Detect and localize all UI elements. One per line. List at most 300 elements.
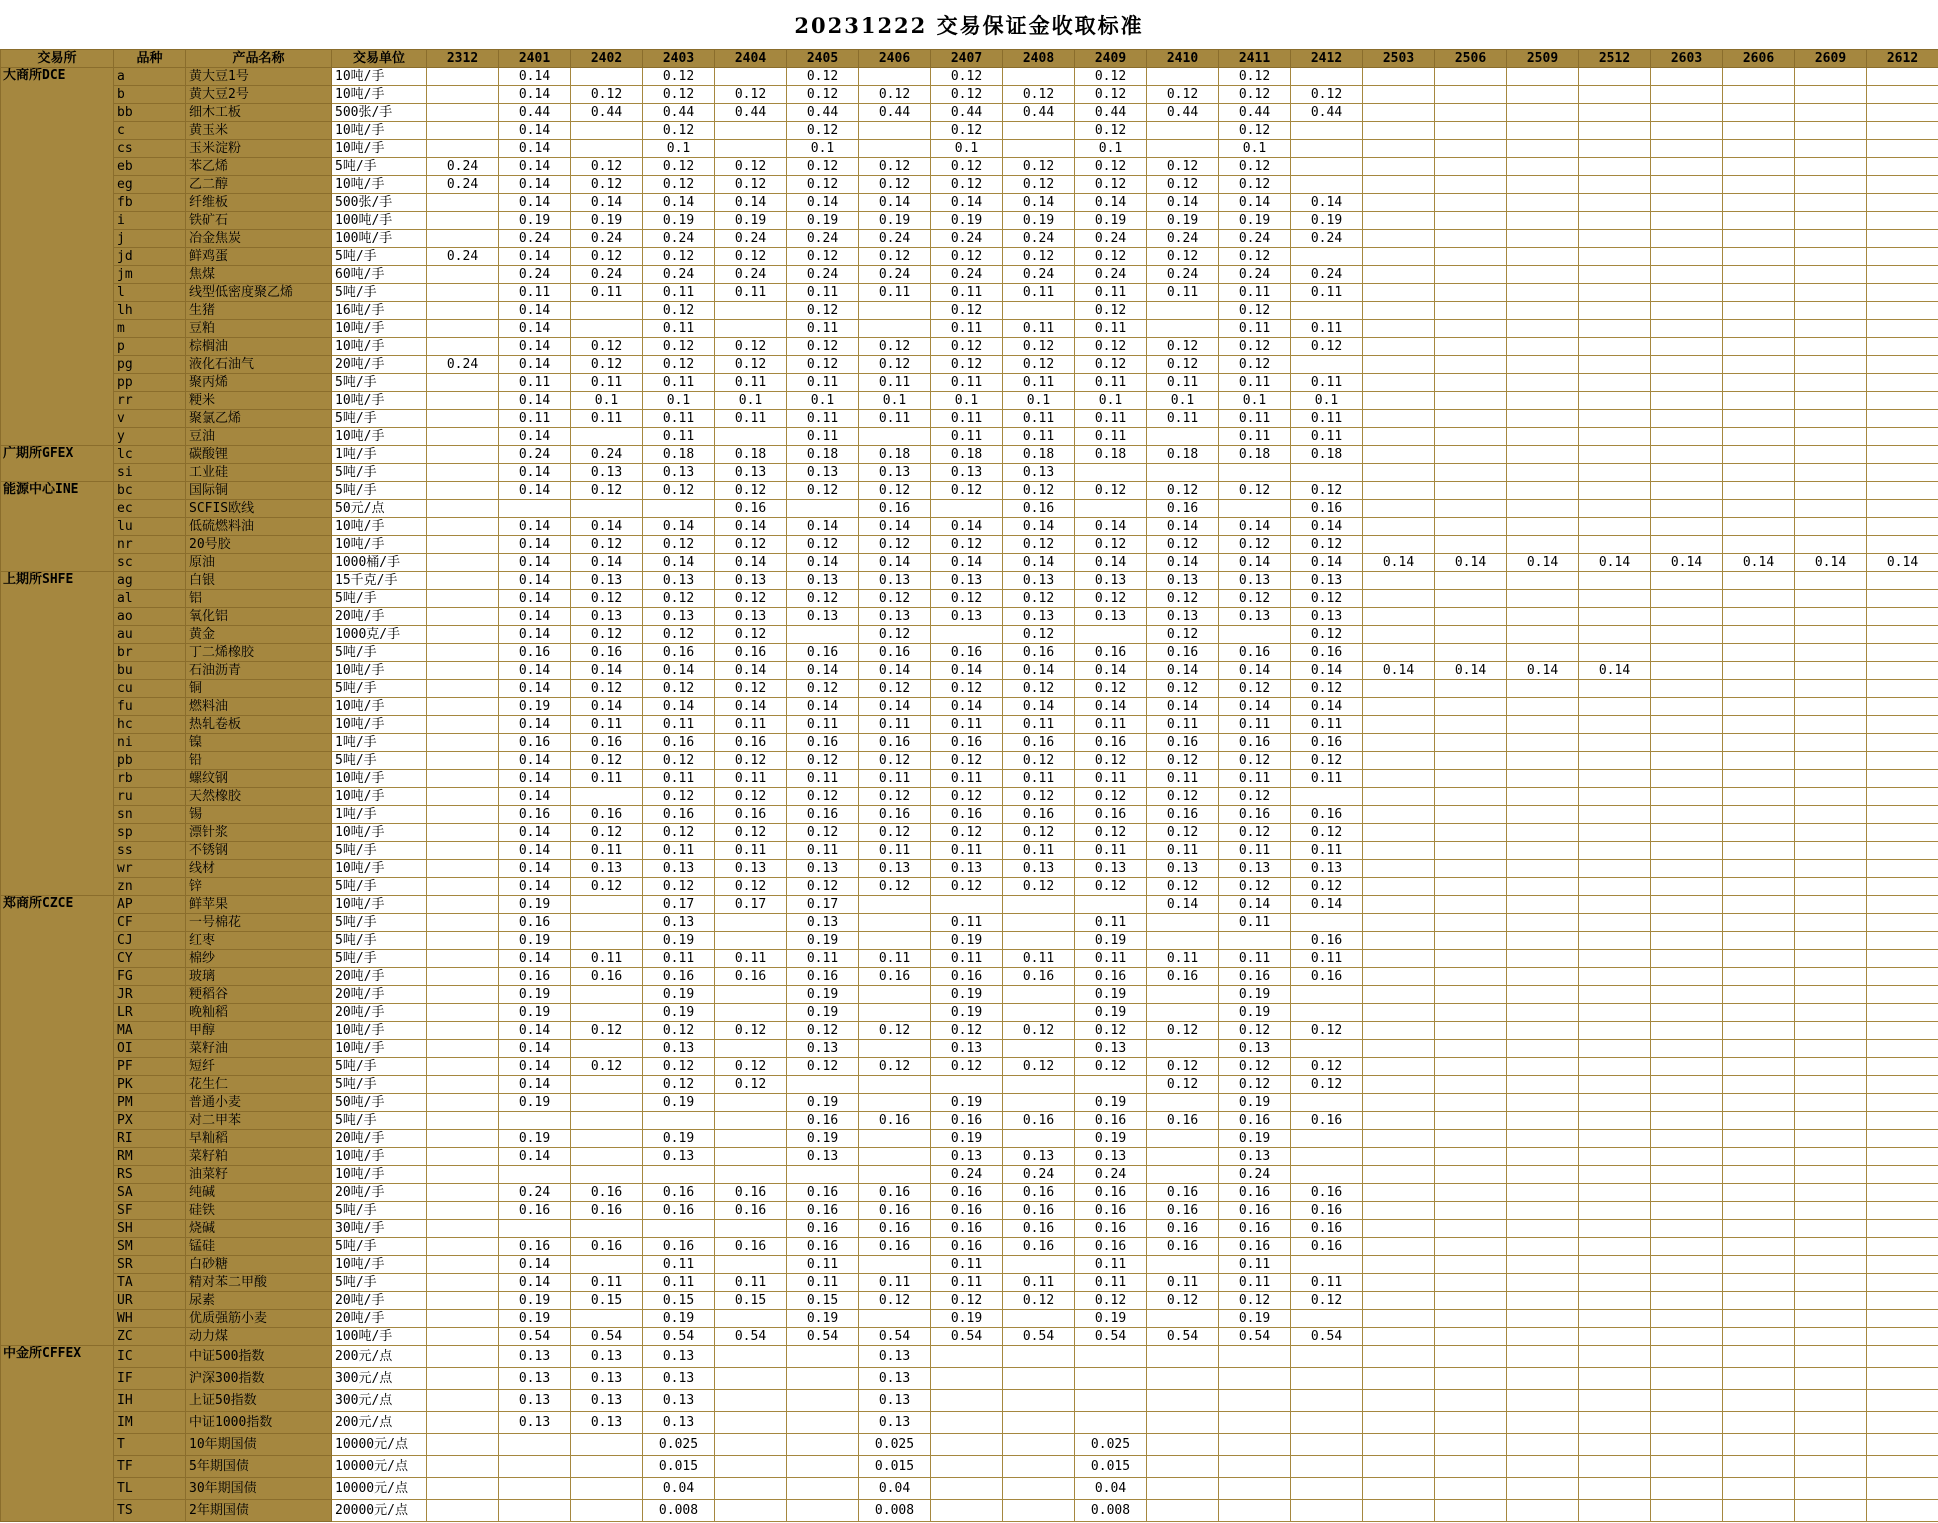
margin-rate-cell: 0.12 bbox=[643, 356, 715, 374]
product-name-cell: 低硫燃料油 bbox=[186, 518, 332, 536]
margin-rate-cell bbox=[1507, 734, 1579, 752]
column-header: 2606 bbox=[1723, 50, 1795, 68]
margin-rate-cell bbox=[1651, 464, 1723, 482]
margin-rate-cell bbox=[1363, 86, 1435, 104]
margin-rate-cell bbox=[859, 302, 931, 320]
margin-rate-cell: 0.12 bbox=[1219, 788, 1291, 806]
trading-unit-cell: 5吨/手 bbox=[332, 680, 427, 698]
margin-rate-cell: 0.16 bbox=[1147, 1238, 1219, 1256]
margin-rate-cell: 0.12 bbox=[643, 878, 715, 896]
margin-rate-cell: 0.12 bbox=[643, 1022, 715, 1040]
margin-rate-cell: 0.11 bbox=[571, 284, 643, 302]
margin-rate-cell bbox=[715, 1166, 787, 1184]
margin-rate-cell bbox=[1867, 1434, 1938, 1456]
margin-rate-cell: 0.13 bbox=[787, 1148, 859, 1166]
margin-rate-cell bbox=[859, 1148, 931, 1166]
margin-rate-cell bbox=[1867, 824, 1938, 842]
margin-rate-cell bbox=[715, 1390, 787, 1412]
product-code-cell: sp bbox=[114, 824, 186, 842]
margin-rate-cell bbox=[427, 1368, 499, 1390]
product-code-cell: CF bbox=[114, 914, 186, 932]
margin-rate-cell bbox=[1723, 1202, 1795, 1220]
margin-rate-cell bbox=[1795, 536, 1867, 554]
margin-rate-cell: 0.16 bbox=[1219, 1220, 1291, 1238]
margin-rate-cell bbox=[1291, 1368, 1363, 1390]
margin-rate-cell: 0.13 bbox=[571, 1390, 643, 1412]
margin-rate-cell bbox=[1723, 1004, 1795, 1022]
margin-rate-cell: 0.11 bbox=[1075, 842, 1147, 860]
margin-rate-cell bbox=[1651, 878, 1723, 896]
margin-rate-cell bbox=[1435, 86, 1507, 104]
margin-rate-cell bbox=[1507, 302, 1579, 320]
margin-rate-cell: 0.13 bbox=[499, 1346, 571, 1368]
margin-rate-cell bbox=[1651, 86, 1723, 104]
margin-rate-cell: 0.16 bbox=[571, 968, 643, 986]
margin-rate-cell: 0.14 bbox=[715, 698, 787, 716]
product-name-cell: 锡 bbox=[186, 806, 332, 824]
margin-rate-cell bbox=[1867, 932, 1938, 950]
margin-rate-cell bbox=[1507, 68, 1579, 86]
margin-rate-cell bbox=[1867, 842, 1938, 860]
margin-rate-cell: 0.14 bbox=[499, 86, 571, 104]
margin-rate-cell: 0.12 bbox=[787, 1022, 859, 1040]
margin-rate-cell bbox=[1003, 932, 1075, 950]
margin-rate-cell bbox=[1579, 626, 1651, 644]
margin-rate-cell: 0.19 bbox=[1075, 1094, 1147, 1112]
margin-rate-cell bbox=[427, 1328, 499, 1346]
margin-rate-cell bbox=[1795, 338, 1867, 356]
margin-rate-cell bbox=[715, 302, 787, 320]
margin-rate-cell bbox=[1147, 1148, 1219, 1166]
margin-rate-cell bbox=[1723, 356, 1795, 374]
product-code-cell: lu bbox=[114, 518, 186, 536]
margin-rate-cell bbox=[1435, 788, 1507, 806]
margin-rate-cell: 0.12 bbox=[931, 878, 1003, 896]
margin-rate-cell bbox=[1795, 824, 1867, 842]
margin-rate-cell: 0.12 bbox=[859, 1058, 931, 1076]
margin-rate-cell bbox=[1507, 680, 1579, 698]
margin-rate-cell bbox=[1867, 572, 1938, 590]
margin-rate-cell bbox=[1291, 356, 1363, 374]
product-name-cell: 聚丙烯 bbox=[186, 374, 332, 392]
margin-rate-cell bbox=[1435, 320, 1507, 338]
margin-rate-cell bbox=[1507, 518, 1579, 536]
product-code-cell: eg bbox=[114, 176, 186, 194]
trading-unit-cell: 10000元/点 bbox=[332, 1434, 427, 1456]
margin-rate-cell: 0.16 bbox=[787, 806, 859, 824]
margin-rate-cell bbox=[931, 1076, 1003, 1094]
margin-rate-cell: 0.14 bbox=[499, 392, 571, 410]
margin-rate-cell: 0.16 bbox=[931, 644, 1003, 662]
margin-rate-cell bbox=[1723, 770, 1795, 788]
trading-unit-cell: 16吨/手 bbox=[332, 302, 427, 320]
margin-rate-cell bbox=[643, 500, 715, 518]
margin-rate-cell bbox=[1507, 1040, 1579, 1058]
margin-rate-cell: 0.12 bbox=[1147, 1292, 1219, 1310]
margin-rate-cell bbox=[1363, 1310, 1435, 1328]
margin-rate-cell bbox=[1363, 1292, 1435, 1310]
margin-rate-cell: 0.16 bbox=[1075, 1220, 1147, 1238]
margin-rate-cell bbox=[427, 464, 499, 482]
margin-rate-cell: 0.16 bbox=[931, 1220, 1003, 1238]
margin-rate-cell: 0.19 bbox=[1075, 1130, 1147, 1148]
margin-rate-cell: 0.11 bbox=[859, 950, 931, 968]
margin-rate-cell: 0.12 bbox=[643, 68, 715, 86]
margin-rate-cell bbox=[427, 590, 499, 608]
product-name-cell: 铜 bbox=[186, 680, 332, 698]
trading-unit-cell: 20吨/手 bbox=[332, 1004, 427, 1022]
margin-rate-cell: 0.19 bbox=[1219, 212, 1291, 230]
product-code-cell: SF bbox=[114, 1202, 186, 1220]
margin-rate-cell: 0.12 bbox=[1147, 86, 1219, 104]
margin-rate-cell: 0.12 bbox=[715, 338, 787, 356]
margin-rate-cell bbox=[1867, 176, 1938, 194]
margin-rate-cell: 0.12 bbox=[643, 482, 715, 500]
margin-rate-cell bbox=[1723, 1148, 1795, 1166]
margin-rate-cell bbox=[1507, 788, 1579, 806]
margin-rate-cell: 0.11 bbox=[787, 410, 859, 428]
margin-rate-cell: 0.17 bbox=[715, 896, 787, 914]
product-code-cell: b bbox=[114, 86, 186, 104]
product-name-cell: 乙二醇 bbox=[186, 176, 332, 194]
margin-rate-cell bbox=[1723, 1130, 1795, 1148]
table-row bbox=[1, 176, 1938, 194]
margin-rate-cell: 0.12 bbox=[571, 626, 643, 644]
margin-rate-cell: 0.14 bbox=[1075, 698, 1147, 716]
margin-rate-cell: 0.12 bbox=[1219, 122, 1291, 140]
margin-rate-cell: 0.24 bbox=[499, 446, 571, 464]
margin-rate-cell bbox=[1579, 122, 1651, 140]
margin-rate-cell bbox=[1651, 1076, 1723, 1094]
margin-rate-cell: 0.12 bbox=[1003, 1292, 1075, 1310]
margin-rate-cell bbox=[1795, 932, 1867, 950]
margin-rate-cell bbox=[1579, 1292, 1651, 1310]
margin-rate-cell: 0.13 bbox=[787, 608, 859, 626]
margin-rate-cell: 0.13 bbox=[1219, 1148, 1291, 1166]
margin-rate-cell bbox=[1795, 1390, 1867, 1412]
margin-rate-cell: 0.12 bbox=[931, 248, 1003, 266]
table-row bbox=[1, 428, 1938, 446]
table-row bbox=[1, 230, 1938, 248]
margin-rate-cell: 0.14 bbox=[499, 464, 571, 482]
margin-rate-cell: 0.14 bbox=[571, 698, 643, 716]
margin-rate-cell: 0.14 bbox=[1219, 554, 1291, 572]
margin-rate-cell bbox=[1435, 1094, 1507, 1112]
product-name-cell: 豆油 bbox=[186, 428, 332, 446]
margin-rate-cell bbox=[1867, 1238, 1938, 1256]
margin-rate-cell: 0.12 bbox=[715, 1058, 787, 1076]
margin-rate-cell bbox=[1435, 410, 1507, 428]
margin-rate-cell bbox=[1795, 1040, 1867, 1058]
margin-rate-cell bbox=[931, 1456, 1003, 1478]
margin-rate-cell bbox=[499, 1220, 571, 1238]
margin-rate-cell bbox=[571, 500, 643, 518]
product-code-cell: JR bbox=[114, 986, 186, 1004]
margin-rate-cell: 0.16 bbox=[787, 644, 859, 662]
margin-rate-cell: 0.14 bbox=[1147, 194, 1219, 212]
margin-rate-cell: 0.12 bbox=[1075, 824, 1147, 842]
margin-rate-cell bbox=[1291, 158, 1363, 176]
trading-unit-cell: 5吨/手 bbox=[332, 644, 427, 662]
margin-rate-cell bbox=[1795, 626, 1867, 644]
margin-rate-cell bbox=[1291, 1310, 1363, 1328]
trading-unit-cell: 5吨/手 bbox=[332, 1202, 427, 1220]
product-code-cell: p bbox=[114, 338, 186, 356]
margin-rate-cell: 0.14 bbox=[499, 626, 571, 644]
margin-rate-cell bbox=[1363, 356, 1435, 374]
margin-rate-cell bbox=[499, 1112, 571, 1130]
margin-rate-cell bbox=[1507, 1094, 1579, 1112]
margin-rate-cell bbox=[1507, 1022, 1579, 1040]
margin-rate-cell: 0.24 bbox=[1075, 1166, 1147, 1184]
margin-rate-cell bbox=[1291, 1004, 1363, 1022]
margin-rate-cell: 0.1 bbox=[1075, 140, 1147, 158]
margin-rate-cell: 0.11 bbox=[1075, 320, 1147, 338]
margin-rate-cell: 0.19 bbox=[787, 212, 859, 230]
margin-rate-cell: 0.12 bbox=[1003, 338, 1075, 356]
margin-rate-cell: 0.12 bbox=[571, 590, 643, 608]
margin-rate-cell bbox=[1507, 176, 1579, 194]
margin-rate-cell bbox=[1363, 428, 1435, 446]
margin-rate-cell bbox=[1507, 842, 1579, 860]
margin-rate-cell bbox=[1363, 1184, 1435, 1202]
margin-rate-cell bbox=[1651, 1390, 1723, 1412]
margin-rate-cell: 0.44 bbox=[1219, 104, 1291, 122]
margin-rate-cell bbox=[1435, 716, 1507, 734]
margin-rate-cell: 0.11 bbox=[859, 716, 931, 734]
margin-rate-cell bbox=[1651, 1004, 1723, 1022]
column-header: 2412 bbox=[1291, 50, 1363, 68]
product-code-cell: y bbox=[114, 428, 186, 446]
margin-rate-cell: 0.16 bbox=[499, 644, 571, 662]
margin-rate-cell: 0.16 bbox=[859, 1202, 931, 1220]
margin-rate-cell: 0.11 bbox=[715, 842, 787, 860]
margin-rate-cell bbox=[931, 1500, 1003, 1522]
margin-rate-cell: 0.14 bbox=[571, 194, 643, 212]
margin-rate-cell bbox=[1651, 1040, 1723, 1058]
margin-rate-cell bbox=[1147, 1434, 1219, 1456]
margin-rate-cell bbox=[1507, 1184, 1579, 1202]
margin-rate-cell: 0.14 bbox=[715, 554, 787, 572]
margin-rate-cell: 0.11 bbox=[931, 374, 1003, 392]
margin-rate-cell: 0.16 bbox=[787, 1220, 859, 1238]
margin-rate-cell: 0.12 bbox=[715, 1076, 787, 1094]
margin-rate-cell: 0.14 bbox=[1147, 698, 1219, 716]
margin-rate-cell: 0.11 bbox=[643, 284, 715, 302]
margin-rate-cell: 0.11 bbox=[1219, 914, 1291, 932]
product-name-cell: 棕榈油 bbox=[186, 338, 332, 356]
margin-rate-cell: 0.16 bbox=[571, 734, 643, 752]
margin-rate-cell bbox=[1867, 1094, 1938, 1112]
margin-rate-cell bbox=[1435, 302, 1507, 320]
product-code-cell: ag bbox=[114, 572, 186, 590]
margin-rate-cell bbox=[1867, 140, 1938, 158]
margin-rate-cell bbox=[1579, 68, 1651, 86]
margin-rate-cell bbox=[1507, 1310, 1579, 1328]
margin-rate-cell bbox=[715, 68, 787, 86]
product-name-cell: 玉米淀粉 bbox=[186, 140, 332, 158]
margin-rate-cell bbox=[427, 1022, 499, 1040]
margin-rate-cell: 0.18 bbox=[1219, 446, 1291, 464]
margin-rate-cell: 0.12 bbox=[643, 302, 715, 320]
product-name-cell: 红枣 bbox=[186, 932, 332, 950]
margin-rate-cell bbox=[1867, 1220, 1938, 1238]
margin-rate-cell bbox=[1795, 860, 1867, 878]
margin-rate-cell: 0.19 bbox=[715, 212, 787, 230]
margin-rate-cell bbox=[1723, 734, 1795, 752]
margin-rate-cell: 0.24 bbox=[427, 176, 499, 194]
margin-rate-cell bbox=[1003, 302, 1075, 320]
margin-rate-cell: 0.13 bbox=[1147, 608, 1219, 626]
margin-rate-cell bbox=[1003, 1390, 1075, 1412]
margin-rate-cell bbox=[1507, 1256, 1579, 1274]
margin-rate-cell bbox=[1723, 1094, 1795, 1112]
margin-rate-cell bbox=[1723, 122, 1795, 140]
trading-unit-cell: 300元/点 bbox=[332, 1368, 427, 1390]
margin-rate-cell: 0.12 bbox=[1219, 356, 1291, 374]
margin-rate-cell: 0.11 bbox=[1075, 1256, 1147, 1274]
margin-rate-cell bbox=[643, 1166, 715, 1184]
margin-rate-cell bbox=[1867, 860, 1938, 878]
margin-rate-cell bbox=[1795, 86, 1867, 104]
margin-rate-cell bbox=[1219, 1500, 1291, 1522]
margin-rate-cell bbox=[1435, 248, 1507, 266]
margin-rate-cell: 0.11 bbox=[1219, 284, 1291, 302]
margin-rate-cell: 0.11 bbox=[1075, 410, 1147, 428]
margin-rate-cell: 0.14 bbox=[787, 194, 859, 212]
margin-rate-cell: 0.11 bbox=[643, 374, 715, 392]
margin-rate-cell: 0.13 bbox=[1219, 1040, 1291, 1058]
margin-rate-cell bbox=[427, 734, 499, 752]
margin-rate-cell bbox=[1507, 446, 1579, 464]
margin-rate-cell bbox=[1867, 392, 1938, 410]
product-code-cell: ZC bbox=[114, 1328, 186, 1346]
margin-rate-cell: 0.14 bbox=[715, 194, 787, 212]
margin-rate-cell bbox=[1651, 338, 1723, 356]
margin-rate-cell bbox=[1363, 1148, 1435, 1166]
trading-unit-cell: 5吨/手 bbox=[332, 842, 427, 860]
margin-rate-cell bbox=[1579, 1500, 1651, 1522]
margin-rate-cell bbox=[1867, 1202, 1938, 1220]
margin-rate-cell bbox=[427, 518, 499, 536]
margin-rate-cell: 0.12 bbox=[643, 788, 715, 806]
margin-rate-cell: 0.13 bbox=[643, 464, 715, 482]
margin-rate-cell bbox=[1723, 1434, 1795, 1456]
margin-rate-cell: 0.14 bbox=[931, 662, 1003, 680]
margin-rate-cell: 0.12 bbox=[787, 824, 859, 842]
margin-rate-cell bbox=[1723, 1292, 1795, 1310]
margin-rate-cell bbox=[1795, 734, 1867, 752]
margin-rate-cell bbox=[643, 1112, 715, 1130]
margin-rate-cell: 0.12 bbox=[715, 824, 787, 842]
margin-rate-cell: 0.24 bbox=[931, 1166, 1003, 1184]
margin-rate-cell bbox=[643, 1220, 715, 1238]
margin-rate-cell bbox=[1507, 1238, 1579, 1256]
margin-rate-cell bbox=[1651, 104, 1723, 122]
margin-rate-cell bbox=[571, 896, 643, 914]
margin-rate-cell: 0.13 bbox=[571, 608, 643, 626]
product-name-cell: 线型低密度聚乙烯 bbox=[186, 284, 332, 302]
margin-rate-cell bbox=[1579, 878, 1651, 896]
table-row bbox=[1, 374, 1938, 392]
margin-rate-cell: 0.16 bbox=[1291, 734, 1363, 752]
product-name-cell: 精对苯二甲酸 bbox=[186, 1274, 332, 1292]
margin-rate-cell bbox=[1795, 1058, 1867, 1076]
margin-rate-cell: 0.12 bbox=[931, 1058, 1003, 1076]
column-header: 2406 bbox=[859, 50, 931, 68]
margin-rate-cell bbox=[1147, 914, 1219, 932]
margin-rate-cell bbox=[1363, 284, 1435, 302]
margin-rate-cell: 0.19 bbox=[1291, 212, 1363, 230]
margin-rate-cell bbox=[715, 1412, 787, 1434]
margin-rate-cell bbox=[1651, 302, 1723, 320]
margin-rate-cell bbox=[1363, 1220, 1435, 1238]
margin-rate-cell bbox=[1363, 950, 1435, 968]
margin-rate-cell: 0.14 bbox=[1147, 518, 1219, 536]
margin-rate-cell bbox=[859, 1256, 931, 1274]
margin-rate-cell bbox=[571, 1434, 643, 1456]
margin-rate-cell: 0.11 bbox=[643, 428, 715, 446]
margin-rate-cell: 0.12 bbox=[1075, 86, 1147, 104]
margin-rate-cell bbox=[1507, 1368, 1579, 1390]
trading-unit-cell: 20吨/手 bbox=[332, 986, 427, 1004]
margin-rate-cell: 0.14 bbox=[1507, 662, 1579, 680]
margin-rate-cell bbox=[1651, 752, 1723, 770]
margin-rate-cell bbox=[1795, 284, 1867, 302]
margin-rate-cell bbox=[1291, 986, 1363, 1004]
margin-rate-cell bbox=[1363, 680, 1435, 698]
trading-unit-cell: 10吨/手 bbox=[332, 536, 427, 554]
margin-rate-cell: 0.16 bbox=[859, 968, 931, 986]
column-header: 产品名称 bbox=[186, 50, 332, 68]
margin-rate-cell: 0.24 bbox=[1003, 230, 1075, 248]
margin-rate-cell bbox=[427, 482, 499, 500]
margin-rate-cell: 0.14 bbox=[859, 518, 931, 536]
margin-rate-cell: 0.12 bbox=[931, 1292, 1003, 1310]
margin-rate-cell: 0.19 bbox=[499, 1310, 571, 1328]
margin-rate-cell: 0.19 bbox=[643, 986, 715, 1004]
margin-rate-cell: 0.11 bbox=[787, 284, 859, 302]
trading-unit-cell: 20吨/手 bbox=[332, 1130, 427, 1148]
margin-rate-cell: 0.12 bbox=[643, 752, 715, 770]
margin-rate-cell bbox=[1651, 608, 1723, 626]
table-row bbox=[1, 554, 1938, 572]
margin-rate-cell bbox=[1435, 1004, 1507, 1022]
margin-rate-cell bbox=[1795, 1412, 1867, 1434]
margin-rate-cell bbox=[1363, 572, 1435, 590]
margin-rate-cell: 0.16 bbox=[1147, 734, 1219, 752]
margin-rate-cell bbox=[427, 140, 499, 158]
margin-rate-cell bbox=[931, 1412, 1003, 1434]
margin-rate-cell bbox=[1435, 734, 1507, 752]
margin-rate-cell: 0.12 bbox=[1219, 752, 1291, 770]
margin-rate-cell bbox=[1723, 140, 1795, 158]
margin-rate-cell: 0.12 bbox=[1003, 824, 1075, 842]
product-name-cell: 不锈钢 bbox=[186, 842, 332, 860]
margin-rate-cell: 0.13 bbox=[859, 1390, 931, 1412]
margin-rate-cell: 0.13 bbox=[715, 572, 787, 590]
table-row bbox=[1, 500, 1938, 518]
margin-rate-cell bbox=[1651, 698, 1723, 716]
margin-rate-cell bbox=[1219, 1346, 1291, 1368]
trading-unit-cell: 200元/点 bbox=[332, 1412, 427, 1434]
margin-rate-cell bbox=[1651, 1166, 1723, 1184]
margin-rate-cell bbox=[1003, 1040, 1075, 1058]
margin-rate-cell: 0.12 bbox=[1147, 356, 1219, 374]
margin-rate-cell: 0.18 bbox=[1075, 446, 1147, 464]
product-name-cell: 氧化铝 bbox=[186, 608, 332, 626]
product-name-cell: 中证1000指数 bbox=[186, 1412, 332, 1434]
